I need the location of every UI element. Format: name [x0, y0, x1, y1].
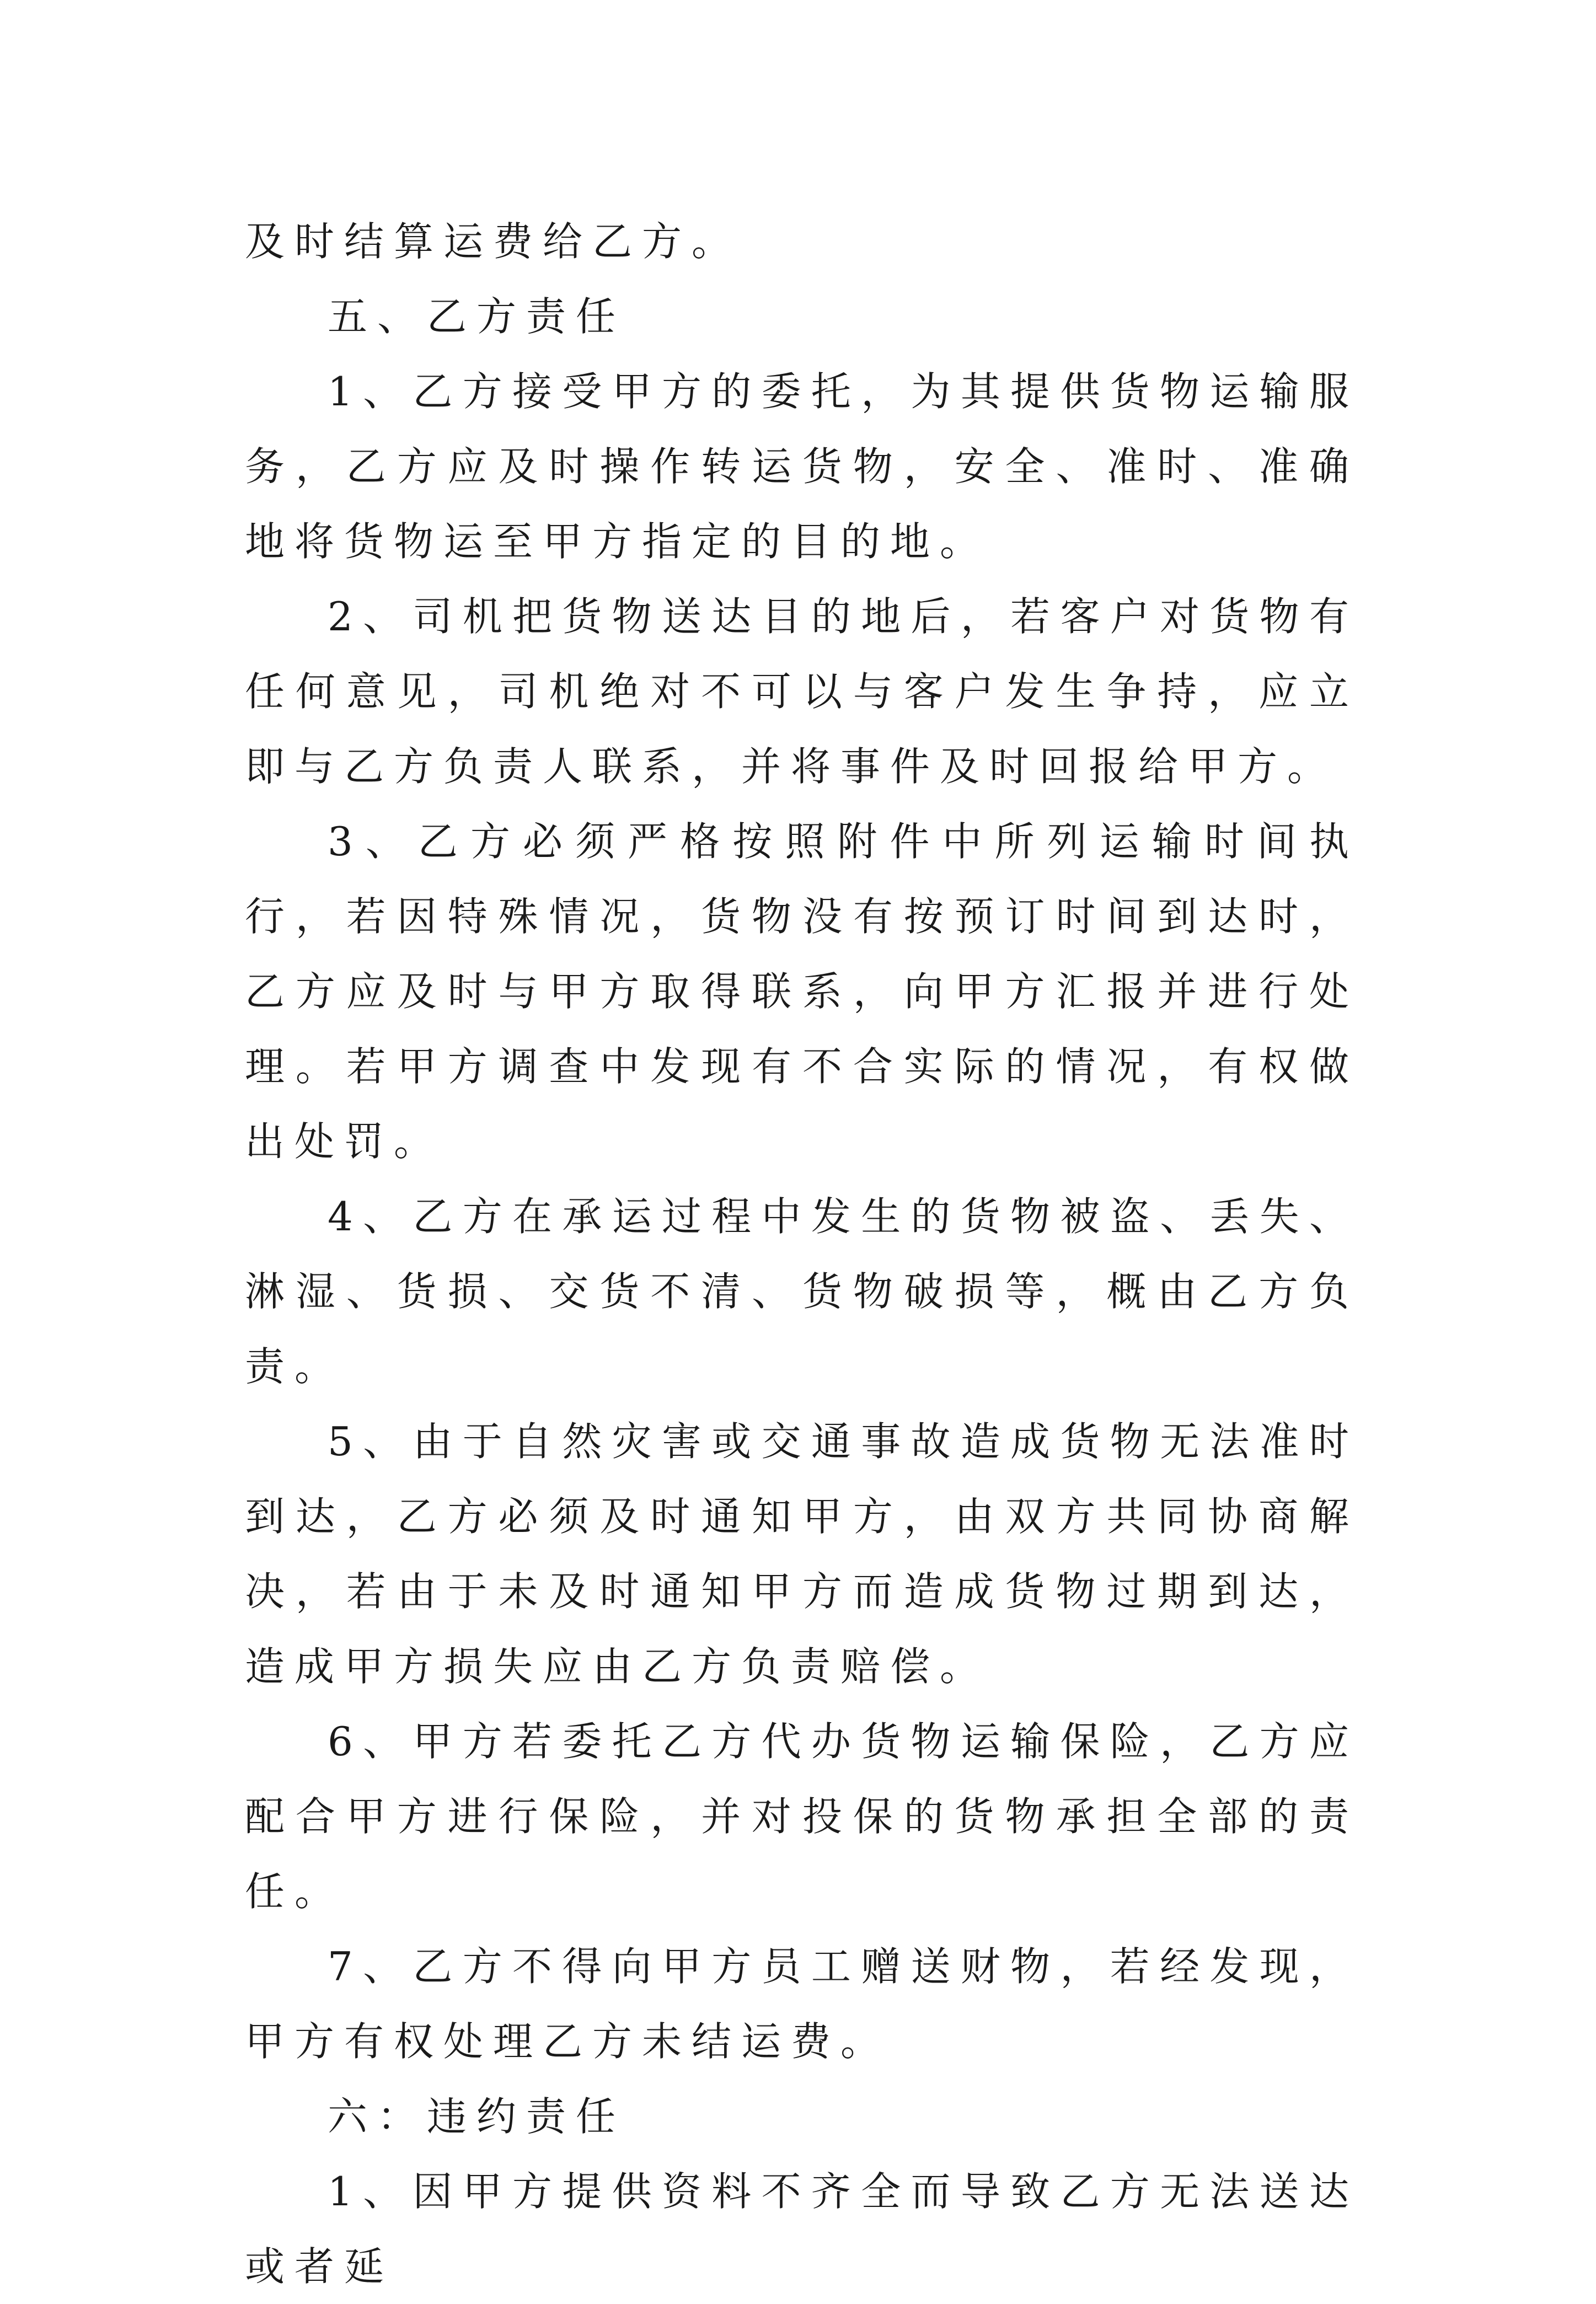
- clause-five-7: 7、乙方不得向甲方员工赠送财物，若经发现，甲方有权处理乙方未结运费。: [245, 1943, 1359, 2065]
- clause-six-1: 1、因甲方提供资料不齐全而导致乙方无法送达或者延: [245, 2168, 1359, 2290]
- document-body: [245, 204, 1359, 2304]
- clause-five-4: 4、乙方在承运过程中发生的货物被盗、丢失、淋湿、货损、交货不清、货物破损等，概由乙方负责。: [245, 1193, 1359, 1390]
- clause-five-3: 3、乙方必须严格按照附件中所列运输时间执行，若因特殊情况，货物没有按预订时间到达时，乙方应及时与甲方取得联系，向甲方汇报并进行处理。若甲方调查中发现有不合实际的情况，有权做出处罚。: [245, 818, 1359, 1165]
- section-heading-five: 五、乙方责任: [328, 293, 626, 340]
- clause-five-1: 1、乙方接受甲方的委托，为其提供货物运输服务，乙方应及时操作转运货物，安全、准时、准确地将货物运至甲方指定的目的地。: [245, 368, 1359, 565]
- clause-five-2: 2、司机把货物送达目的地后，若客户对货物有任何意见，司机绝对不可以与客户发生争持，应立即与乙方负责人联系，并将事件及时回报给甲方。: [245, 593, 1359, 790]
- clause-five-6: 6、甲方若委托乙方代办货物运输保险，乙方应配合甲方进行保险，并对投保的货物承担全部的责任。: [245, 1718, 1359, 1915]
- clause-five-5: 5、由于自然灾害或交通事故造成货物无法准时到达，乙方必须及时通知甲方，由双方共同协商解决，若由于未及时通知甲方而造成货物过期到达，造成甲方损失应由乙方负责赔偿。: [245, 1418, 1359, 1690]
- section-heading-six: 六：违约责任: [328, 2093, 626, 2140]
- paragraph-continuation: 及时结算运费给乙方。: [245, 218, 742, 265]
